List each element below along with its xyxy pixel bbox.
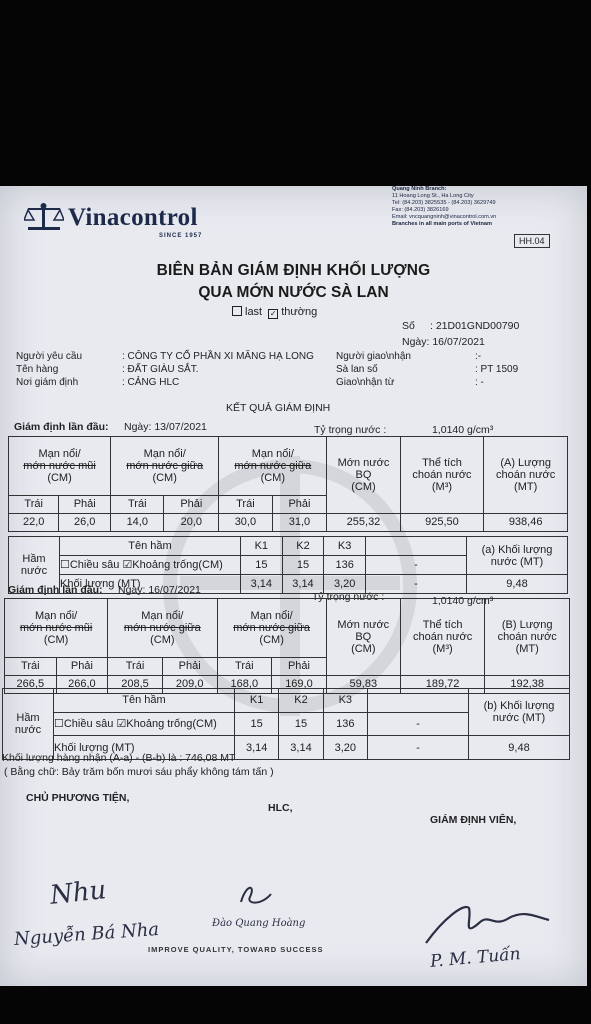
handover: :- xyxy=(475,351,482,362)
owner-signature: Nhu xyxy=(48,875,108,911)
barge-label: Sà lan số xyxy=(336,364,378,375)
table-cell xyxy=(368,689,469,713)
survey1-density: 1,0140 g/cm³ xyxy=(432,424,494,436)
total-weight: Khối lượng hàng nhận (A-a) - (B-b) là : 746,08 MT xyxy=(2,752,236,764)
table-header: K2 xyxy=(279,689,323,713)
table-header: Mạn nổi/ mớn nước mũi (CM) xyxy=(9,437,111,496)
table-cell: 59,83 xyxy=(326,675,400,693)
hlc-signature-label: HLC, xyxy=(268,802,293,814)
table-header: Mớn nước BQ (CM) xyxy=(326,599,400,676)
table-cell: - xyxy=(366,556,467,575)
table-cell: 22,0 xyxy=(9,513,59,531)
table-cell: 266,0 xyxy=(56,675,108,693)
table-cell: 925,50 xyxy=(400,513,484,531)
thuong-checkbox[interactable]: ✓ xyxy=(269,309,277,318)
table-cell: 169,0 xyxy=(272,675,327,693)
goods: : ĐẤT GIÀU SẮT. xyxy=(122,364,199,375)
table-cell: Trái xyxy=(9,495,59,513)
type-options xyxy=(232,306,317,319)
table-header: K1 xyxy=(235,689,279,713)
table-header: (b) Khối lượng nước (MT) xyxy=(469,689,570,736)
survey2-density: 1,0140 g/cm³ xyxy=(432,595,494,607)
survey1-date: Ngày: 13/07/2021 xyxy=(124,421,207,433)
table-cell: Trái xyxy=(5,657,57,675)
table-header: Thể tích choán nước (M³) xyxy=(400,437,484,514)
table-cell: 189,72 xyxy=(400,675,485,693)
table-cell: Phải xyxy=(164,495,219,513)
survey1-draft-table xyxy=(8,436,568,532)
handover-from: : - xyxy=(475,377,484,388)
survey2-hold-table xyxy=(2,688,570,760)
doc-number: : 21D01GND00790 xyxy=(430,320,520,332)
branch-address xyxy=(392,186,582,228)
table-header: K1 xyxy=(241,537,283,556)
total-in-words: ( Bằng chữ: Bảy trăm bốn mươi sáu phẩy không tám tấn ) xyxy=(4,766,274,778)
goods-label: Tên hàng xyxy=(16,364,59,375)
table-header: Mạn nổi/ mớn nước mũi (CM) xyxy=(5,599,108,658)
table-header: K2 xyxy=(282,537,324,556)
table-cell: Trái xyxy=(217,657,272,675)
table-cell: 3,20 xyxy=(323,736,367,760)
table-cell: 3,14 xyxy=(241,575,283,594)
table-header: Mạn nổi/ mớn nước giữa (CM) xyxy=(111,437,219,496)
table-cell: 31,0 xyxy=(272,513,327,531)
company-slogan: IMPROVE QUALITY, TOWARD SUCCESS xyxy=(148,945,324,954)
handover-label: Người giao\nhận xyxy=(336,351,411,362)
inspector-signature-name: P. M. Tuấn xyxy=(429,944,522,972)
location-label: Nơi giám định xyxy=(16,377,79,388)
table-header: (A) Lượng choán nước (MT) xyxy=(484,437,568,514)
table-cell: 9,48 xyxy=(469,736,570,760)
table-cell: 3,20 xyxy=(324,575,366,594)
table-header: K3 xyxy=(323,689,367,713)
table-cell: 136 xyxy=(324,556,366,575)
table-cell: Phải xyxy=(162,657,217,675)
table-cell: - xyxy=(368,712,469,736)
requester: : CÔNG TY CỔ PHẦN XI MĂNG HẠ LONG xyxy=(122,351,314,362)
table-header: Thể tích choán nước (M³) xyxy=(400,599,485,676)
table-cell: ☐Chiều sâu ☑Khoảng trống(CM) xyxy=(60,556,241,575)
table-header: Hầm nước xyxy=(9,537,60,594)
branch-line: Email: vncquangninh@vinacontrol.com.vn xyxy=(392,214,497,220)
requester-label: Người yêu cầu xyxy=(16,351,83,362)
table-cell: Khối lượng (MT) xyxy=(60,575,241,594)
last-checkbox[interactable] xyxy=(232,306,242,316)
table-header: Mạn nổi/ mớn nước giữa (CM) xyxy=(217,599,326,658)
table-cell: 15 xyxy=(241,556,283,575)
table-cell: Khối lượng (MT) xyxy=(54,736,235,760)
doc-number-label: Số xyxy=(402,320,415,332)
table-cell: Phải xyxy=(272,495,327,513)
last-label: last xyxy=(245,306,263,318)
hlc-signature-name: Đào Quang Hoàng xyxy=(212,918,306,929)
table-cell: 15 xyxy=(282,556,324,575)
table-cell: 9,48 xyxy=(467,575,568,594)
table-cell: - xyxy=(368,736,469,760)
logo-text: Vinacontrol xyxy=(68,204,198,231)
document-subtitle: QUA MỚN NƯỚC SÀ LAN xyxy=(198,284,389,301)
scale-logo-icon xyxy=(24,202,64,232)
table-cell: 208,5 xyxy=(108,675,163,693)
table-cell: 255,32 xyxy=(327,513,400,531)
survey1-density-label: Tỷ trọng nước : xyxy=(314,424,387,436)
owner-signature-label: CHỦ PHƯƠNG TIỆN, xyxy=(26,792,130,804)
table-cell: 136 xyxy=(323,712,367,736)
branch-line: 11 Hoang Long St., Ha Long City xyxy=(392,193,474,199)
location: : CẢNG HLC xyxy=(122,377,180,388)
survey2-date: Ngày: 16/07/2021 xyxy=(118,584,201,596)
table-cell: 3,14 xyxy=(282,575,324,594)
branch-line: Branches in all main ports of Vietnam xyxy=(392,221,492,227)
table-cell: 938,46 xyxy=(484,513,568,531)
table-cell: - xyxy=(366,575,467,594)
result-title: KẾT QUẢ GIÁM ĐỊNH xyxy=(226,402,331,414)
table-header: K3 xyxy=(324,537,366,556)
survey2-label: Giám định lần đầu: xyxy=(8,584,103,596)
table-cell: 20,0 xyxy=(164,513,219,531)
table-cell: Trái xyxy=(111,495,164,513)
handover-from-label: Giao\nhận từ xyxy=(336,377,395,388)
table-cell: 168,0 xyxy=(217,675,272,693)
survey1-label: Giám định lần đầu: xyxy=(14,421,109,433)
table-header: Hầm nước xyxy=(3,689,54,760)
hlc-signature-mark-icon xyxy=(236,882,276,912)
table-cell xyxy=(366,537,467,556)
table-cell: Phải xyxy=(59,495,111,513)
table-cell: 3,14 xyxy=(279,736,323,760)
table-cell: 14,0 xyxy=(111,513,164,531)
table-header: Mạn nổi/ mớn nước giữa (CM) xyxy=(108,599,217,658)
thuong-label: thường xyxy=(281,306,318,318)
branch-line: Quang Ninh Branch: xyxy=(392,186,447,192)
logo-since: SINCE 1957 xyxy=(159,233,203,239)
table-header: (B) Lượng choán nước (MT) xyxy=(485,599,570,676)
table-cell: 192,38 xyxy=(485,675,570,693)
table-cell: Trái xyxy=(108,657,163,675)
table-cell: Phải xyxy=(272,657,327,675)
inspector-signature-label: GIÁM ĐỊNH VIÊN, xyxy=(430,814,517,826)
survey2-density-label: Tỷ trọng nước : xyxy=(312,591,385,603)
document-title: BIÊN BẢN GIÁM ĐỊNH KHỐI LƯỢNG xyxy=(156,262,431,279)
table-header: Mạn nổi/ mớn nước giữa (CM) xyxy=(219,437,327,496)
survey2-draft-table xyxy=(4,598,570,694)
table-cell: 15 xyxy=(235,712,279,736)
doc-date: Ngày: 16/07/2021 xyxy=(402,336,485,348)
table-header: (a) Khối lượng nước (MT) xyxy=(467,537,568,575)
table-cell: 3,14 xyxy=(235,736,279,760)
owner-signature-name: Nguyễn Bá Nha xyxy=(13,918,160,951)
branch-line: Fax: (84.203) 3826169 xyxy=(392,207,449,213)
table-cell: Trái xyxy=(219,495,272,513)
table-header: Mớn nước BQ (CM) xyxy=(327,437,400,514)
table-cell: 15 xyxy=(279,712,323,736)
vinacontrol-logo xyxy=(24,202,203,239)
table-header: Tên hầm xyxy=(60,537,241,556)
document-page xyxy=(0,186,587,986)
table-cell: 26,0 xyxy=(59,513,111,531)
table-cell: 30,0 xyxy=(219,513,272,531)
table-cell: 266,5 xyxy=(5,675,57,693)
branch-line: Tel: (84.203) 3825535 - (84.203) 3629749 xyxy=(392,200,496,206)
table-cell: ☐Chiều sâu ☑Khoảng trống(CM) xyxy=(54,712,235,736)
table-header: Tên hầm xyxy=(54,689,235,713)
table-cell: 209,0 xyxy=(162,675,217,693)
table-cell: Phải xyxy=(56,657,108,675)
inspector-signature-mark-icon xyxy=(424,898,554,948)
form-code: HH.04 xyxy=(514,234,550,248)
barge-number: : PT 1509 xyxy=(475,364,519,375)
